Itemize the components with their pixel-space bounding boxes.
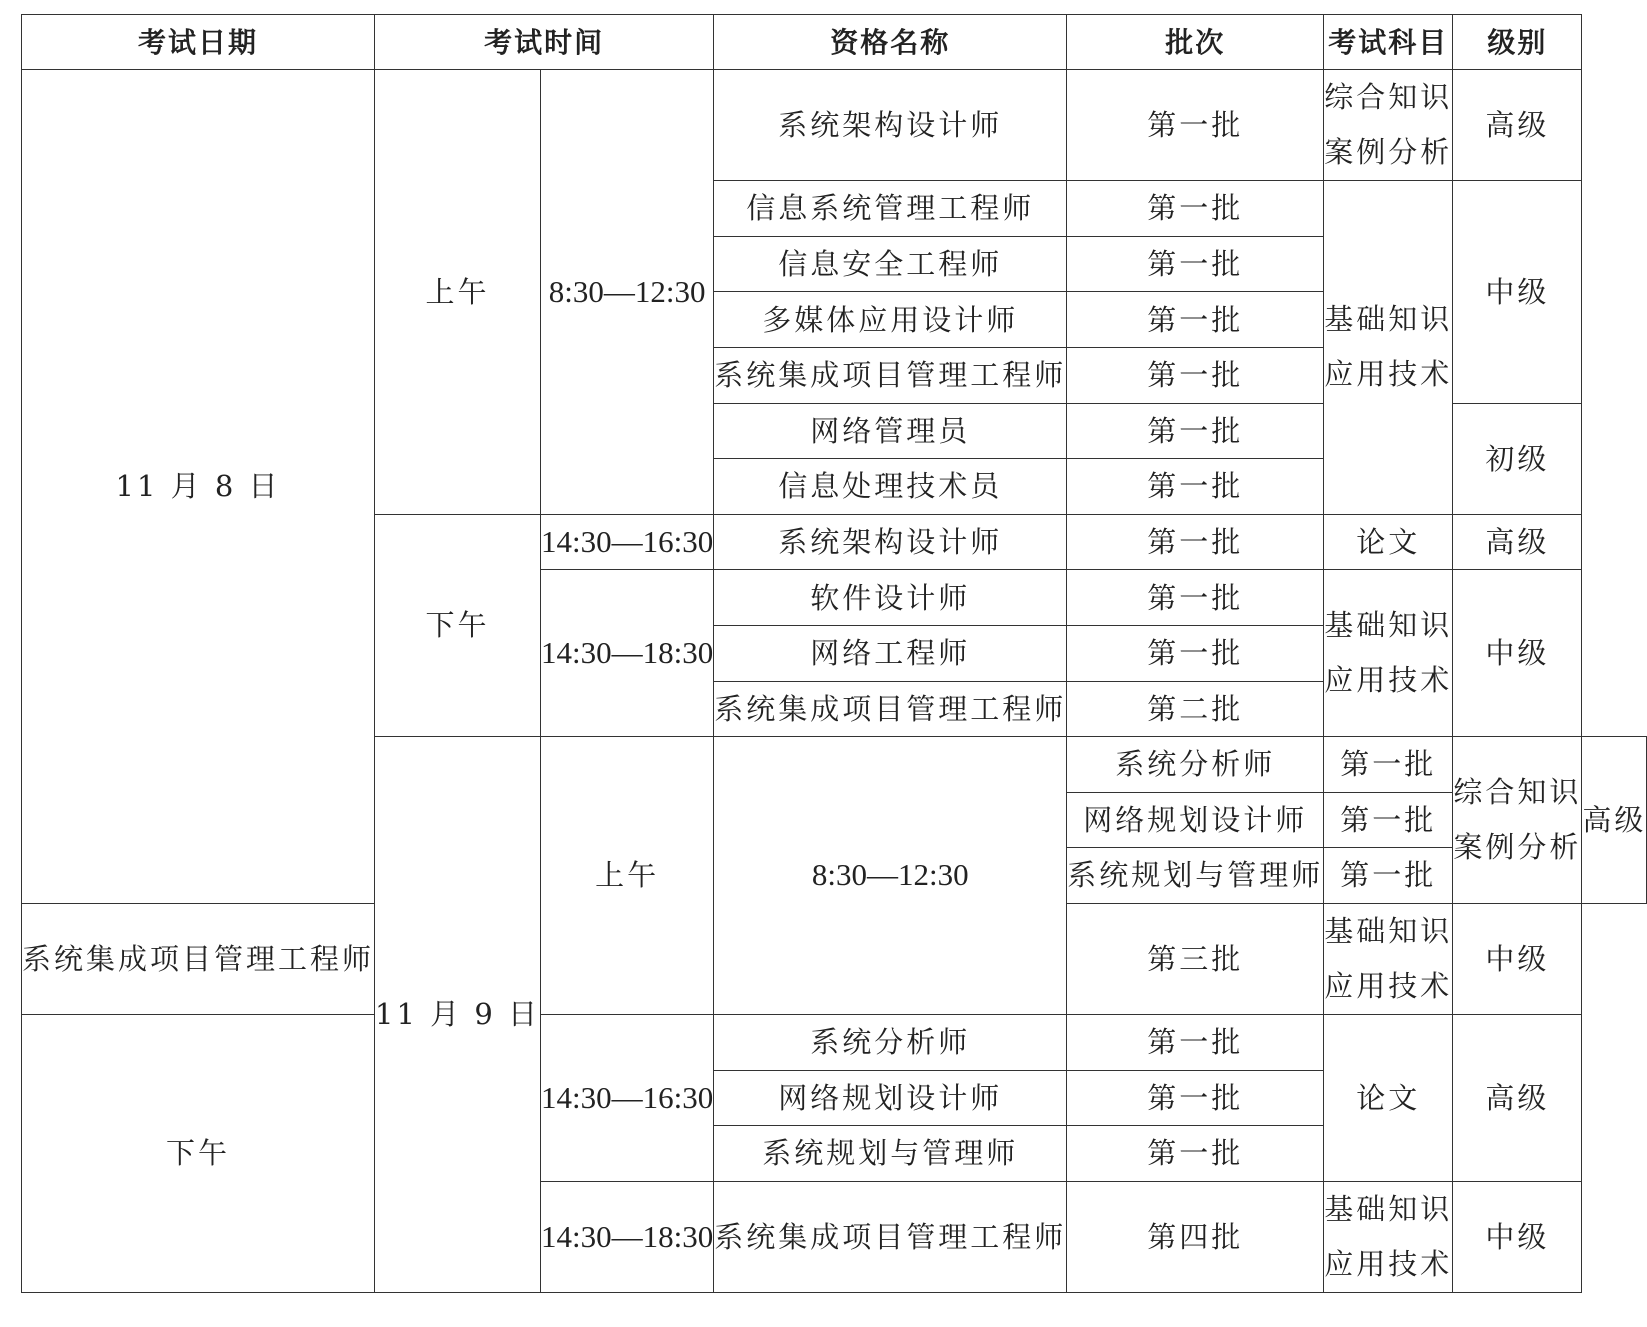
table-row	[22, 70, 1647, 126]
period-cell: 下午	[375, 514, 541, 736]
date-cell: 11 月 9 日	[375, 737, 541, 1293]
batch-cell: 第一批	[1067, 236, 1324, 292]
subject-cell: 论文	[1324, 1015, 1453, 1182]
time-cell: 8:30—12:30	[541, 70, 714, 515]
header-batch: 批次	[1067, 15, 1324, 70]
batch-cell: 第一批	[1067, 514, 1324, 570]
time-cell: 14:30—18:30	[541, 1181, 714, 1292]
header-time: 考试时间	[375, 15, 714, 70]
level-cell: 高级	[1453, 514, 1582, 570]
subject-cell: 基础知识 应用技术	[1324, 570, 1453, 737]
level-cell: 中级	[1453, 903, 1582, 1014]
qualification-cell: 网络规划设计师	[714, 1070, 1067, 1126]
level-cell: 高级	[1453, 1015, 1582, 1182]
batch-cell: 第二批	[1067, 681, 1324, 737]
qualification-cell: 系统架构设计师	[714, 70, 1067, 181]
batch-cell: 第一批	[1067, 1015, 1324, 1071]
period-cell: 上午	[375, 70, 541, 515]
header-subject: 考试科目	[1324, 15, 1453, 70]
subject-cell: 综合知识 案例分析	[1324, 70, 1453, 181]
level-cell: 中级	[1453, 1181, 1582, 1292]
qualification-cell: 系统规划与管理师	[714, 1126, 1067, 1182]
subject-cell: 基础知识 应用技术	[1324, 181, 1453, 515]
period-cell: 下午	[22, 1015, 375, 1293]
batch-cell: 第三批	[1067, 903, 1324, 1014]
qualification-cell: 系统架构设计师	[714, 514, 1067, 570]
subject-cell: 论文	[1324, 514, 1453, 570]
level-cell: 中级	[1453, 570, 1582, 737]
exam-schedule	[21, 14, 1647, 1293]
qualification-cell: 系统分析师	[714, 1015, 1067, 1071]
qualification-cell: 系统分析师	[1067, 737, 1324, 793]
batch-cell: 第一批	[1067, 403, 1324, 459]
header-date: 考试日期	[22, 15, 375, 70]
qualification-cell: 系统集成项目管理工程师	[714, 681, 1067, 737]
qualification-cell: 信息安全工程师	[714, 236, 1067, 292]
time-cell: 14:30—18:30	[541, 570, 714, 737]
time-cell: 8:30—12:30	[714, 737, 1067, 1015]
header-level: 级别	[1453, 15, 1582, 70]
batch-cell: 第一批	[1067, 292, 1324, 348]
qualification-cell: 系统规划与管理师	[1067, 848, 1324, 904]
batch-cell: 第一批	[1067, 570, 1324, 626]
batch-cell: 第一批	[1067, 1126, 1324, 1182]
batch-cell: 第一批	[1324, 848, 1453, 904]
level-cell: 高级	[1582, 737, 1647, 904]
subject-cell: 基础知识 应用技术	[1324, 903, 1453, 1014]
date-cell: 11 月 8 日	[22, 70, 375, 904]
qualification-cell: 信息系统管理工程师	[714, 181, 1067, 237]
batch-cell: 第一批	[1067, 1070, 1324, 1126]
qualification-cell: 信息处理技术员	[714, 459, 1067, 515]
batch-cell: 第一批	[1067, 459, 1324, 515]
batch-cell: 第一批	[1324, 737, 1453, 793]
qualification-cell: 系统集成项目管理工程师	[714, 1181, 1067, 1292]
qualification-cell: 多媒体应用设计师	[714, 292, 1067, 348]
subject-cell: 综合知识 案例分析	[1453, 737, 1582, 904]
time-cell: 14:30—16:30	[541, 514, 714, 570]
batch-cell: 第一批	[1067, 181, 1324, 237]
exam-schedule-table	[21, 14, 1647, 1293]
batch-cell: 第一批	[1067, 347, 1324, 403]
level-cell: 中级	[1453, 181, 1582, 403]
batch-cell: 第四批	[1067, 1181, 1324, 1292]
period-cell: 上午	[541, 737, 714, 1015]
level-cell: 初级	[1453, 403, 1582, 514]
qualification-cell: 网络工程师	[714, 625, 1067, 681]
qualification-cell: 网络管理员	[714, 403, 1067, 459]
batch-cell: 第一批	[1324, 792, 1453, 848]
header-qualification: 资格名称	[714, 15, 1067, 70]
qualification-cell: 网络规划设计师	[1067, 792, 1324, 848]
subject-cell: 基础知识 应用技术	[1324, 1181, 1453, 1292]
qualification-cell: 系统集成项目管理工程师	[22, 903, 375, 1014]
qualification-cell: 系统集成项目管理工程师	[714, 347, 1067, 403]
time-cell: 14:30—16:30	[541, 1015, 714, 1182]
batch-cell: 第一批	[1067, 625, 1324, 681]
header-row	[22, 15, 1647, 70]
level-cell: 高级	[1453, 70, 1582, 181]
table-row	[22, 1015, 1647, 1071]
qualification-cell: 软件设计师	[714, 570, 1067, 626]
batch-cell: 第一批	[1067, 70, 1324, 181]
